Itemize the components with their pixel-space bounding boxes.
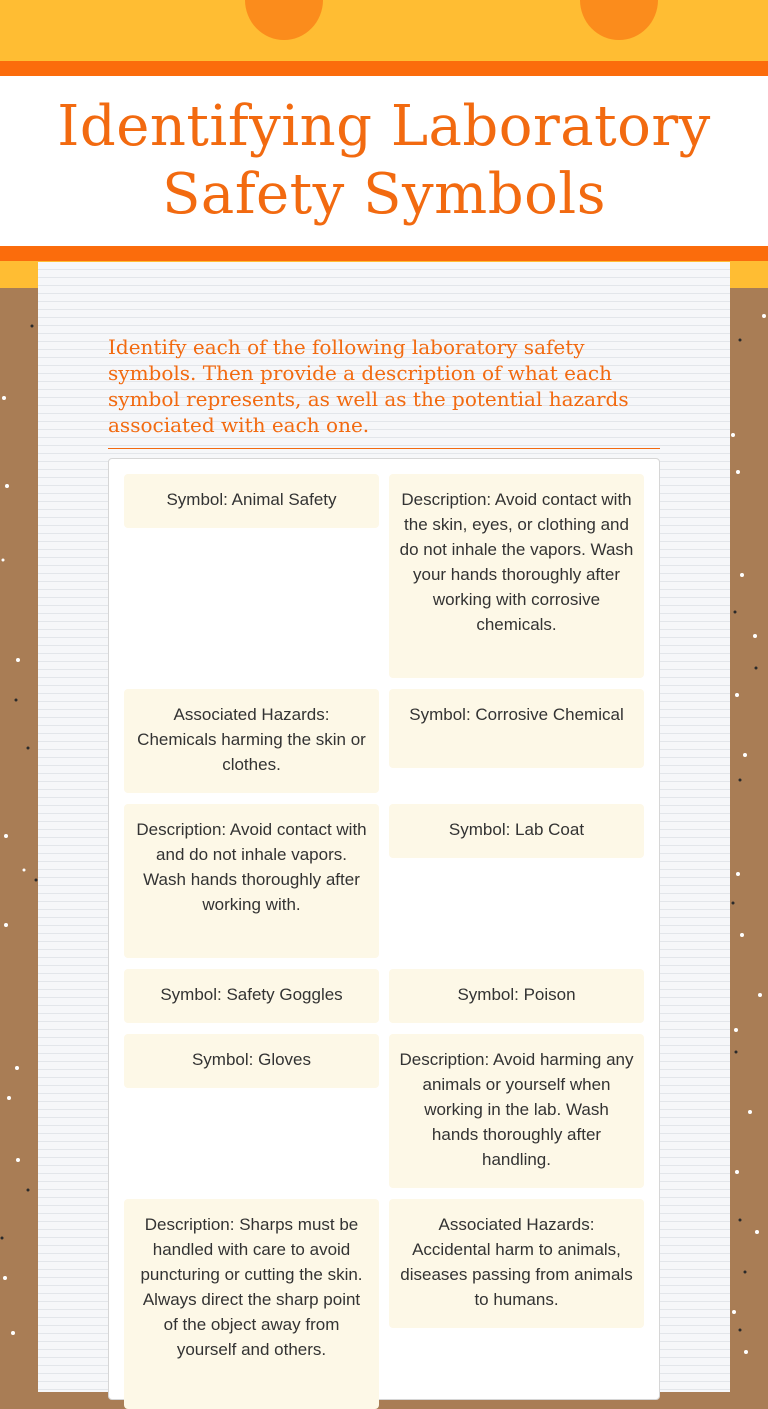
page-title-line-1: Identifying Laboratory — [57, 94, 711, 159]
match-tile-12[interactable]: Associated Hazards: Accidental harm to animals, diseases passing from animals to humans. — [389, 1199, 644, 1328]
binder-ring-left — [245, 0, 323, 40]
match-tile-1[interactable]: Symbol: Animal Safety — [124, 474, 379, 528]
match-tile-3[interactable]: Associated Hazards: Chemicals harming the skin or clothes. — [124, 689, 379, 793]
match-tile-10[interactable]: Description: Avoid harming any animals or yourself when working in the lab. Wash hands thoroughly after handling. — [389, 1034, 644, 1188]
match-tile-6[interactable]: Symbol: Lab Coat — [389, 804, 644, 858]
match-tile-5[interactable]: Description: Avoid contact with and do not inhale vapors. Wash hands thoroughly after working with. — [124, 804, 379, 958]
match-tile-8[interactable]: Symbol: Poison — [389, 969, 644, 1023]
page-title-line-2: Safety Symbols — [162, 162, 606, 227]
title-banner — [0, 76, 768, 246]
match-tile-7[interactable]: Symbol: Safety Goggles — [124, 969, 379, 1023]
instructions-text: Identify each of the following laboratory safety symbols. Then provide a description of what each symbol represents, as well as the potential hazards associated with each one. — [108, 334, 660, 449]
match-tile-4[interactable]: Symbol: Corrosive Chemical — [389, 689, 644, 768]
page-title — [57, 93, 711, 229]
header-stripe-top — [0, 61, 768, 76]
header-stripe-bottom — [0, 246, 768, 261]
header-top-band — [0, 0, 768, 62]
match-tile-2[interactable]: Description: Avoid contact with the skin, eyes, or clothing and do not inhale the vapors. Wash your hands thoroughly after working with corrosive chemicals. — [389, 474, 644, 678]
binder-ring-right — [580, 0, 658, 40]
match-tile-9[interactable]: Symbol: Gloves — [124, 1034, 379, 1088]
match-tile-11[interactable]: Description: Sharps must be handled with care to avoid puncturing or cutting the skin. Always direct the sharp point of the object away from yourself and others. — [124, 1199, 379, 1409]
